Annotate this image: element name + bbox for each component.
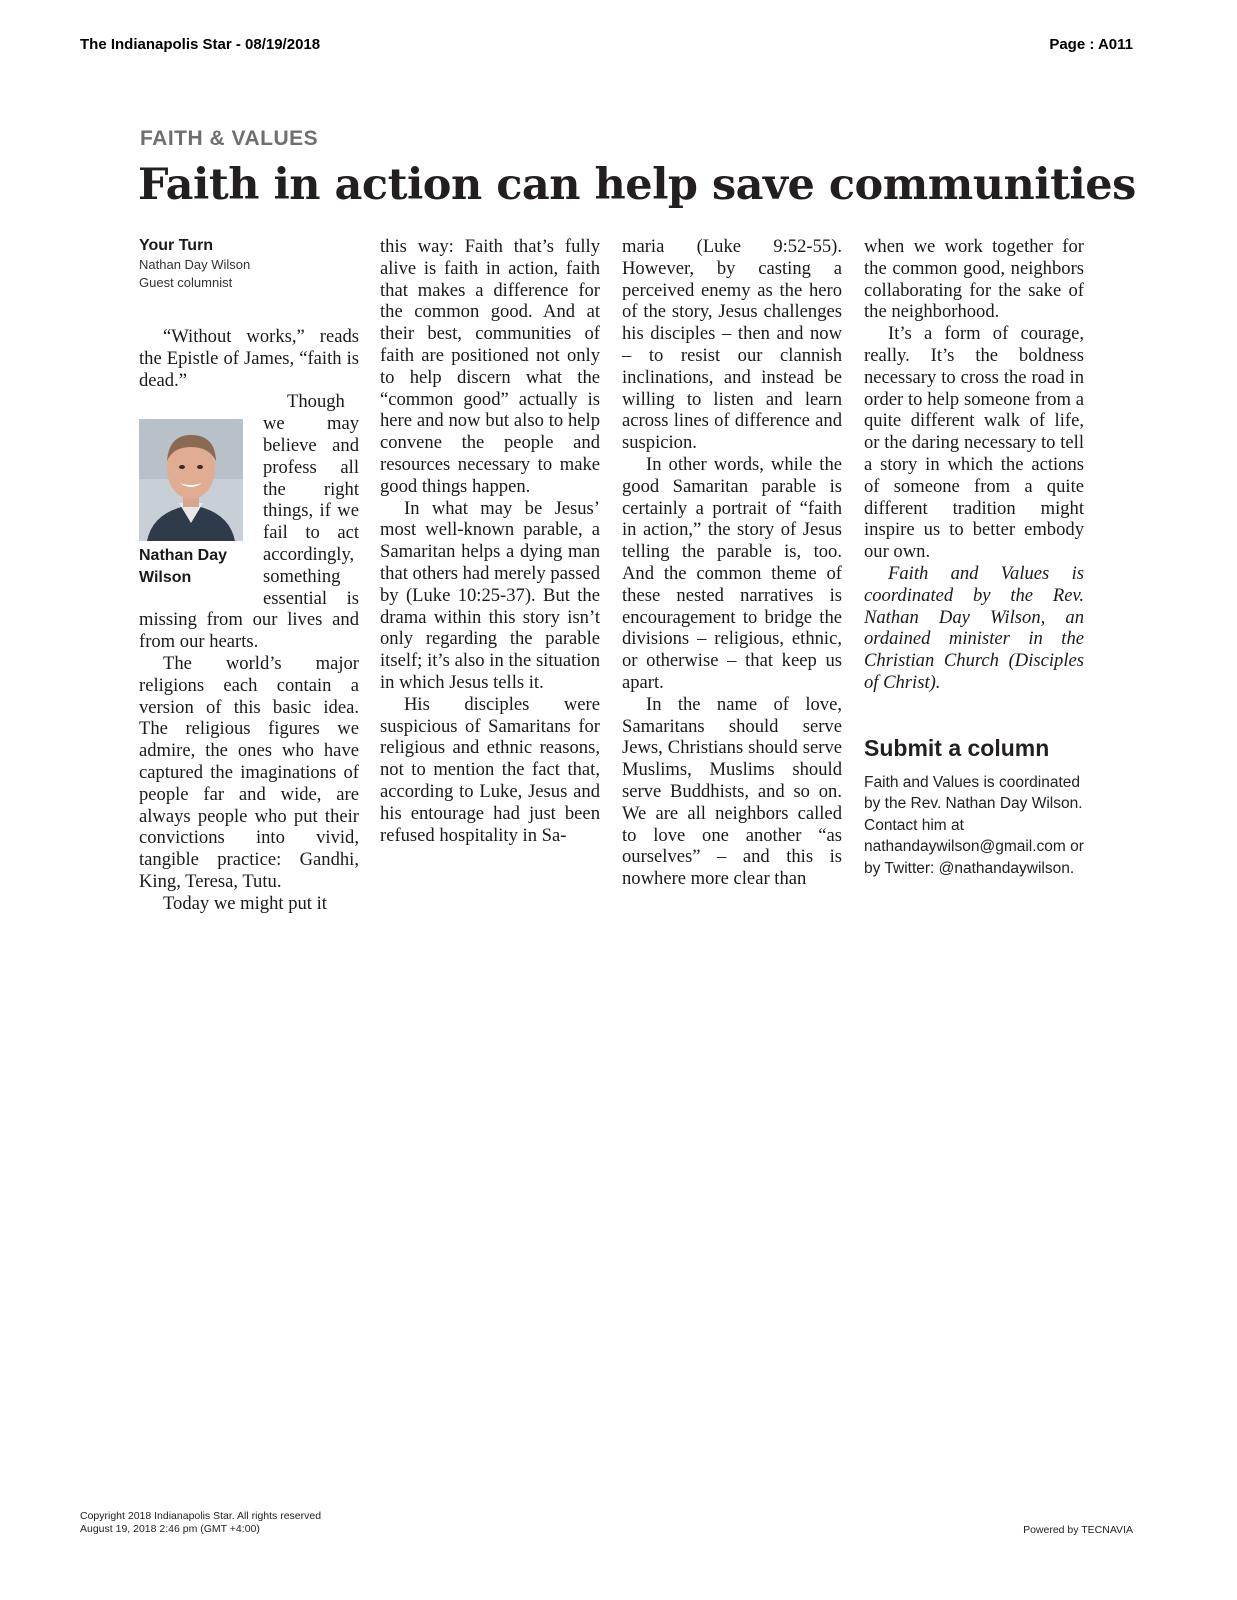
paragraph: In other words, while the good Samaritan parable is certainly a portrait of “faith in action,” the story of Jesus telling the parable is, too. And the common theme of these nested narratives is encouragement to bridge the divisions – religious, ethnic, or otherwise – that keep us apart.	[622, 453, 842, 693]
paragraph: this way: Faith that’s fully alive is faith in action, faith that makes a difference for the common good. And at their best, communities of faith are positioned not only to help discern what the “common good” actually is here and now but also to help convene the people and resources necessary to make good things happen.	[380, 236, 600, 497]
page-number: Page : A011	[1049, 36, 1133, 53]
article-column-4	[864, 236, 1084, 879]
copyright-footer	[80, 1510, 321, 1536]
paragraph: It’s a form of courage, really. It’s the boldness necessary to cross the road in order to help someone from a quite different walk of life, or the daring necessary to tell a story in which the actions of someone from a quite different tradition might inspire us to better embody our own.	[864, 323, 1084, 563]
headline: Faith in action can help save communities	[138, 160, 1136, 210]
photo-caption: Nathan Day Wilson	[139, 547, 228, 587]
powered-by: Powered by TECNAVIA	[1023, 1524, 1133, 1536]
paragraph: In what may be Jesus’ most well-known parable, a Samaritan helps a dying man that others had merely passed by (Luke 10:25-37). But the drama within this story isn’t only regarding the parable itself; it’s also in the situation in which Jesus tells it.	[380, 497, 600, 693]
paragraph: Though we may believe and profess all the right things, if we fail to act accordingly, something essential is missing from our lives and from our hearts.	[139, 391, 359, 653]
publication-header: The Indianapolis Star - 08/19/2018	[80, 36, 321, 53]
paragraph: maria (Luke 9:52-55). However, by casting a perceived enemy as the hero of the story, Jesus challenges his disciples – then and now – to resist our clannish inclinations, and instead be willing to listen and learn across lines of difference and suspicion.	[622, 236, 842, 454]
submit-column-heading: Submit a column	[864, 734, 1050, 761]
paragraph: when we work together for the common good, neighbors collaborating for the sake of the neighborhood.	[864, 236, 1084, 323]
paragraph: “Without works,” reads the Epistle of James, “faith is dead.”	[139, 326, 359, 391]
article-column-2	[380, 236, 600, 846]
paragraph: Today we might put it	[163, 892, 327, 914]
your-turn-label: Your Turn	[139, 237, 214, 254]
author-photo-block	[139, 419, 257, 589]
paragraph: In the name of love, Samaritans should serve Jews, Christians should serve Muslims, Muslims should serve Buddhists, and so on. We are all neighbors called to love one another “as ourselves” – and this is nowhere more clear than	[622, 693, 842, 890]
author-note: Faith and Values is coordinated by the Rev. Nathan Day Wilson, an ordained minister in the Christian Church (Disciples of Christ).	[864, 562, 1084, 693]
paragraph: His disciples were suspicious of Samaritans for religious and ethnic reasons, not to mention the fact that, according to Luke, Jesus and his entourage had just been refused hospitality in Sa-	[380, 693, 600, 846]
print-timestamp: August 19, 2018 2:46 pm (GMT +4:00)	[80, 1523, 260, 1535]
article-column-3	[622, 236, 842, 890]
submit-column-text: Faith and Values is coordinated by the Rev. Nathan Day Wilson. Contact him at nathandaywilson@gmail.com or by Twitter: @nathandaywilson.	[864, 773, 1084, 877]
author-photo	[139, 419, 243, 541]
copyright-text: Copyright 2018 Indianapolis Star. All rights reserved	[80, 1510, 322, 1522]
section-label: FAITH & VALUES	[140, 127, 319, 150]
author-role: Guest columnist	[139, 275, 233, 290]
article-column-1	[139, 236, 359, 915]
paragraph: The world’s major religions each contain a version of this basic idea. The religious figures we admire, the ones who have captured the imaginations of people far and wide, are always people who put their convictions into vivid, tangible practice: Gandhi, King, Teresa, Tutu.	[139, 652, 359, 892]
author-name: Nathan Day Wilson	[139, 257, 251, 272]
